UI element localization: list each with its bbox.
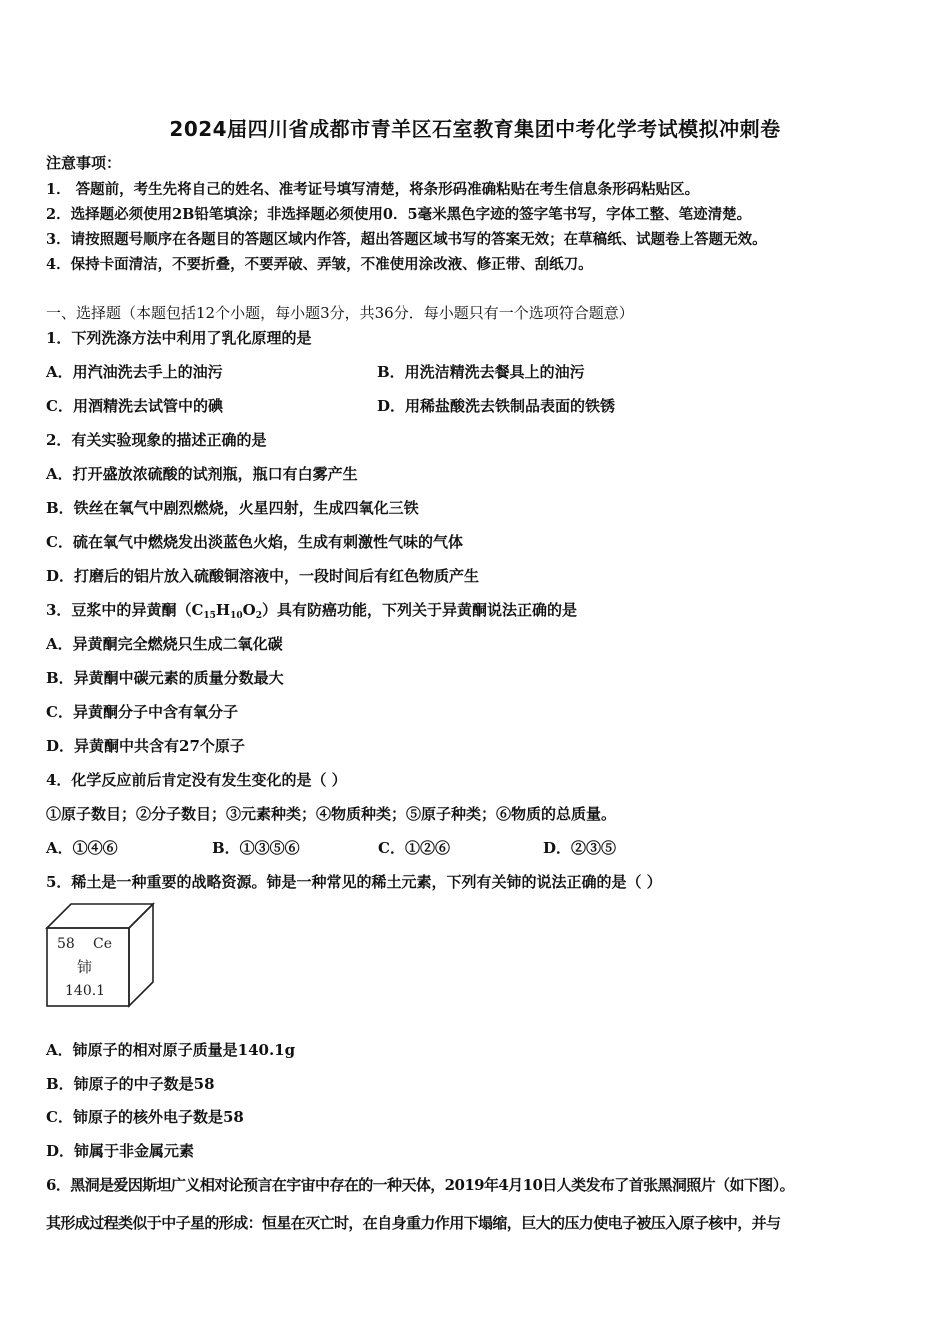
- q3-option-a: A．异黄酮完全燃烧只生成二氧化碳: [46, 635, 283, 653]
- q2-option-a: A．打开盛放浓硫酸的试剂瓶，瓶口有白雾产生: [46, 465, 358, 483]
- question-6-line-1: 6．黑洞是爱因斯坦广义相对论预言在宇宙中存在的一种天体，2019年4月10日人类发布了首张黑洞照片（如下图）。: [46, 1176, 795, 1194]
- notice-item: 4．保持卡面清洁，不要折叠，不要弄破、弄皱，不准使用涂改液、修正带、刮纸刀。: [46, 256, 593, 273]
- q1-option-b: B．用洗洁精洗去餐具上的油污: [377, 363, 585, 381]
- q1-option-c: C．用酒精洗去试管中的碘: [46, 397, 223, 415]
- q4-option-a: A．①④⑥: [46, 839, 118, 857]
- question-3-stem: 3．豆浆中的异黄酮$(C_{15}H_{10}O_2)$具有防癌功能，下列关于异黄酮说法正确的是: [46, 601, 577, 621]
- q2-option-c: C．硫在氧气中燃烧发出淡蓝色火焰，生成有刺激性气味的气体: [46, 533, 463, 551]
- question-1-stem: 1．下列洗涤方法中利用了乳化原理的是: [46, 329, 312, 347]
- question-2-stem: 2．有关实验现象的描述正确的是: [46, 431, 267, 449]
- atomic-number: 58: [57, 936, 75, 952]
- q5-option-c: C．铈原子的核外电子数是58: [46, 1108, 244, 1126]
- q2-option-b: B．铁丝在氧气中剧烈燃烧，火星四射，生成四氧化三铁: [46, 499, 419, 517]
- question-4-stem: 4．化学反应前后肯定没有发生变化的是（ ）: [46, 771, 347, 789]
- q3-option-c: C．异黄酮分子中含有氧分子: [46, 703, 238, 721]
- q4-option-c: C．①②⑥: [378, 839, 450, 857]
- q1-option-d: D．用稀盐酸洗去铁制品表面的铁锈: [377, 397, 616, 415]
- q4-option-b: B．①③⑤⑥: [212, 839, 300, 857]
- q5-option-a: A．铈原子的相对原子质量是140.1g: [46, 1041, 296, 1059]
- notice-heading: 注意事项：: [46, 154, 122, 172]
- question-5-stem: 5．稀土是一种重要的战略资源。铈是一种常见的稀土元素，下列有关铈的说法正确的是（ ）: [46, 873, 662, 891]
- notice-item: 1． 答题前，考生先将自己的姓名、准考证号填写清楚，将条形码准确粘贴在考生信息条形码粘贴区。: [46, 181, 700, 198]
- q5-option-b: B．铈原子的中子数是58: [46, 1075, 215, 1093]
- question-6-line-2: 其形成过程类似于中子星的形成：恒星在灭亡时，在自身重力作用下塌缩，巨大的压力使电子被压入原子核中，并与: [46, 1214, 781, 1232]
- q3-option-d: D．异黄酮中共含有27个原子: [46, 737, 245, 755]
- q4-option-d: D．②③⑤: [543, 839, 617, 857]
- page-title: 2024届四川省成都市青羊区石室教育集团中考化学考试模拟冲刺卷: [169, 117, 781, 141]
- element-symbol: Ce: [93, 936, 112, 952]
- element-cell-cerium: [44, 900, 156, 1008]
- q3-option-b: B．异黄酮中碳元素的质量分数最大: [46, 669, 284, 687]
- q5-option-d: D．铈属于非金属元素: [46, 1142, 195, 1160]
- notice-item: 2．选择题必须使用2B铅笔填涂；非选择题必须使用0．5毫米黑色字迹的签字笔书写，字体工整、笔迹清楚。: [46, 206, 752, 223]
- section-heading: 一、选择题（本题包括12个小题，每小题3分，共36分．每小题只有一个选项符合题意）: [46, 304, 634, 322]
- q4-condition-list: ①原子数目；②分子数目；③元素种类；④物质种类；⑤原子种类；⑥物质的总质量。: [46, 805, 617, 823]
- q1-option-a: A．用汽油洗去手上的油污: [46, 363, 223, 381]
- element-name: 铈: [77, 958, 93, 976]
- q2-option-d: D．打磨后的铝片放入硫酸铜溶液中，一段时间后有红色物质产生: [46, 567, 480, 585]
- atomic-mass: 140.1: [65, 983, 106, 999]
- notice-item: 3．请按照题号顺序在各题目的答题区域内作答，超出答题区域书写的答案无效；在草稿纸、试题卷上答题无效。: [46, 231, 767, 248]
